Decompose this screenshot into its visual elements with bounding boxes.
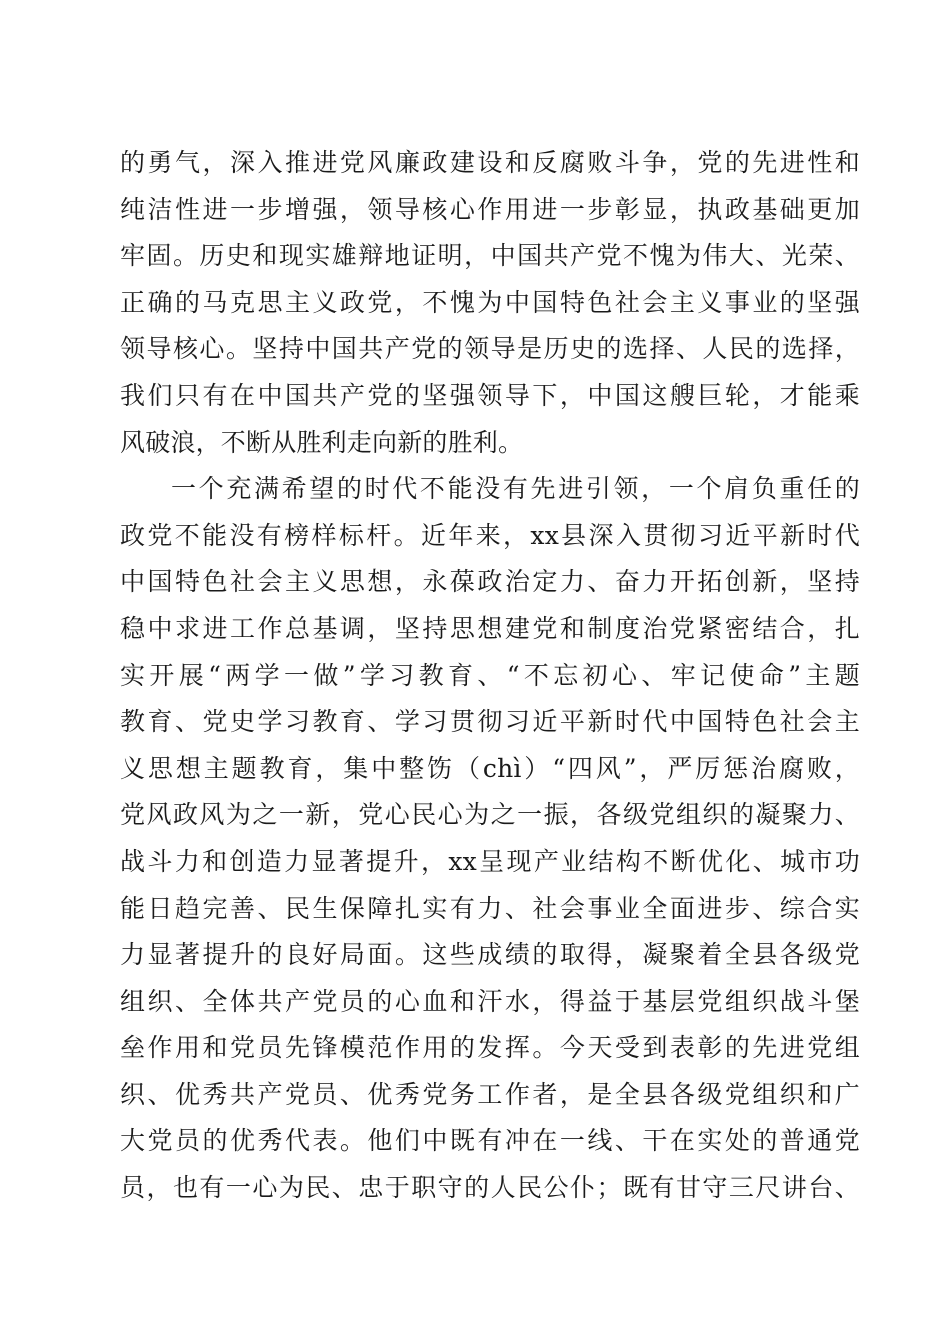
paragraph-line: 织、优秀共产党员、优秀党务工作者，是全县各级党组织和广 — [120, 1079, 860, 1109]
paragraph-line: 纯洁性进一步增强，领导核心作用进一步彰显，执政基础更加 — [120, 194, 860, 224]
paragraph-line: 正确的马克思主义政党，不愧为中国特色社会主义事业的坚强 — [120, 287, 860, 317]
paragraph-line: 力显著提升的良好局面。这些成绩的取得，凝聚着全县各级党 — [120, 940, 860, 970]
paragraph-line: 战斗力和创造力显著提升，xx呈现产业结构不断优化、城市功 — [120, 846, 860, 876]
paragraph-line: 义思想主题教育，集中整饬（chì）“四风”，严厉惩治腐败， — [120, 753, 860, 783]
paragraph-line: 中国特色社会主义思想，永葆政治定力、奋力开拓创新，坚持 — [120, 567, 860, 597]
paragraph-line: 风破浪，不断从胜利走向新的胜利。 — [120, 427, 524, 457]
paragraph-line: 一个充满希望的时代不能没有先进引领，一个肩负重任的 — [171, 474, 860, 504]
paragraph-line: 稳中求进工作总基调，坚持思想建党和制度治党紧密结合，扎 — [120, 613, 860, 643]
paragraph-line: 教育、党史学习教育、学习贯彻习近平新时代中国特色社会主 — [120, 707, 860, 737]
paragraph-line: 员，也有一心为民、忠于职守的人民公仆；既有甘守三尺讲台、 — [120, 1173, 860, 1203]
paragraph-line: 的勇气，深入推进党风廉政建设和反腐败斗争，党的先进性和 — [120, 148, 860, 177]
paragraph-line: 领导核心。坚持中国共产党的领导是历史的选择、人民的选择， — [120, 334, 860, 364]
paragraph-line: 牢固。历史和现实雄辩地证明，中国共产党不愧为伟大、光荣、 — [120, 241, 860, 271]
paragraph-line: 垒作用和党员先锋模范作用的发挥。今天受到表彰的先进党组 — [120, 1033, 860, 1063]
paragraph-line — [120, 1212, 860, 1259]
paragraph-line: 实开展“两学一做”学习教育、“不忘初心、牢记使命”主题 — [120, 660, 860, 690]
paragraph-line: 组织、全体共产党员的心血和汗水，得益于基层党组织战斗堡 — [120, 986, 860, 1016]
paragraph-line: 大党员的优秀代表。他们中既有冲在一线、干在实处的普通党 — [120, 1126, 860, 1156]
paragraph-line: 我们只有在中国共产党的坚强领导下，中国这艘巨轮，才能乘 — [120, 380, 860, 410]
paragraph-line: 政党不能没有榜样标杆。近年来，xx县深入贯彻习近平新时代 — [120, 520, 860, 550]
paragraph-1 — [120, 140, 860, 466]
paragraph-2 — [120, 466, 860, 1258]
paragraph-line: 党风政风为之一新，党心民心为之一振，各级党组织的凝聚力、 — [120, 800, 860, 830]
body-text — [120, 140, 860, 1258]
paragraph-line: 能日趋完善、民生保障扎实有力、社会事业全面进步、综合实 — [120, 893, 860, 923]
